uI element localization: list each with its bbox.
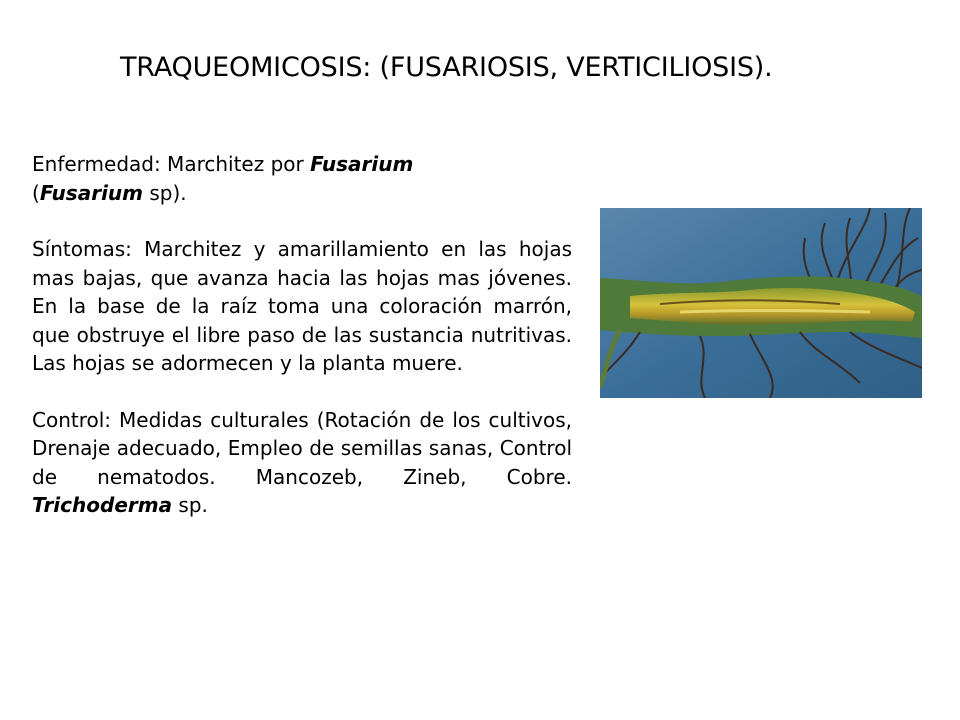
stem-section-image xyxy=(600,208,922,398)
control-agent: Trichoderma xyxy=(32,493,173,517)
plant-stem-photo xyxy=(600,208,922,398)
control-text: Control: Medidas culturales (Rotación de los cultivos, Drenaje adecuado, Empleo de semillas sanas, Control de nematodos. Mancozeb, Zineb, Cobre. xyxy=(32,407,572,489)
slide-title: TRAQUEOMICOSIS: (FUSARIOSIS, VERTICILIOSIS). xyxy=(120,52,773,83)
control-agent-suffix: sp. xyxy=(172,493,208,517)
paren-open: ( xyxy=(32,180,40,205)
control-paragraph xyxy=(32,406,572,520)
disease-label: Enfermedad: Marchitez por xyxy=(32,152,311,176)
pathogen-species: Fusarium xyxy=(39,180,143,205)
content-text-block xyxy=(32,150,572,548)
species-suffix: sp). xyxy=(143,180,187,205)
disease-paragraph xyxy=(32,150,572,207)
pathogen-name: Fusarium xyxy=(310,152,414,176)
symptoms-paragraph: Síntomas: Marchitez y amarillamiento en las hojas mas bajas, que avanza hacia las hojas mas jóvenes. En la base de la raíz toma una coloración marrón, que obstruye el libre paso de las sustancia nutritivas. Las hojas se adormecen y la planta muere. xyxy=(32,237,572,375)
vascular-highlight xyxy=(680,311,870,313)
